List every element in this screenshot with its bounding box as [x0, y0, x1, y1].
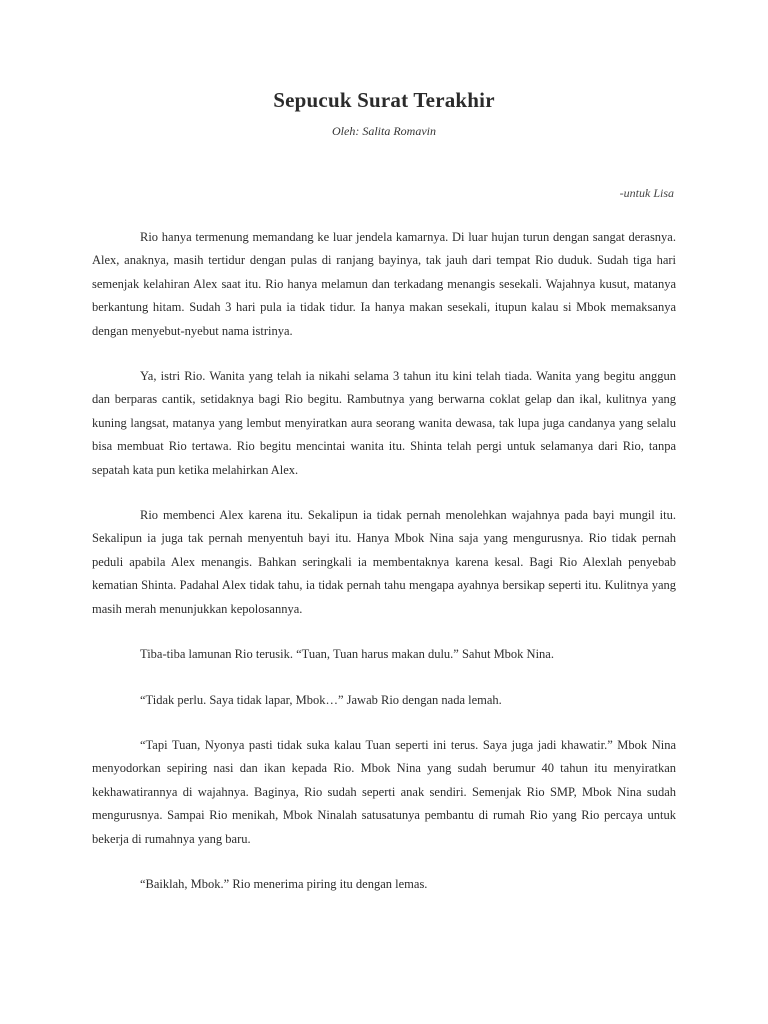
story-body	[92, 226, 676, 896]
author-byline: Oleh: Salita Romavin	[332, 124, 436, 138]
paragraph: Ya, istri Rio. Wanita yang telah ia nikahi selama 3 tahun itu kini telah tiada. Wanita yang begitu anggun dan berparas cantik, setidaknya bagi Rio begitu. Rambutnya yang berwarna coklat gelap dan ikal, kulitnya yang kuning langsat, matanya yang lembut menyiratkan aura seorang wanita dewasa, tak lupa juga candanya yang selalu bisa membuat Rio tertawa. Rio begitu mencintai wanita itu. Shinta telah pergi untuk selamanya dari Rio, tanpa sepatah kata pun ketika melahirkan Alex.	[92, 369, 676, 477]
paragraph: “Tidak perlu. Saya tidak lapar, Mbok…” Jawab Rio dengan nada lemah.	[140, 692, 502, 707]
paragraph: Rio membenci Alex karena itu. Sekalipun ia tidak pernah menolehkan wajahnya pada bayi mungil itu. Sekalipun ia juga tak pernah menyentuh bayi itu. Hanya Mbok Nina saja yang mengurusnya. Rio tidak pernah peduli apabila Alex menangis. Bahkan seringkali ia membentaknya karena kesal. Bagi Rio Alexlah penyebab kematian Shinta. Padahal Alex tidak tahu, ia tidak pernah tahu mengapa ayahnya bersikap seperti itu. Kulitnya yang masih merah menunjukkan kepolosannya.	[92, 508, 676, 616]
paragraph: “Baiklah, Mbok.” Rio menerima piring itu dengan lemas.	[140, 876, 428, 891]
paragraph: “Tapi Tuan, Nyonya pasti tidak suka kalau Tuan seperti ini terus. Saya juga jadi khawatir.” Mbok Nina menyodorkan sepiring nasi dan ikan kepada Rio. Mbok Nina yang sudah berumur 40 tahun itu menyiratkan kekhawatirannya di wajahnya. Baginya, Rio sudah seperti anak sendiri. Semenjak Rio SMP, Mbok Nina sudah mengurusnya. Sampai Rio menikah, Mbok Ninalah satusatunya pembantu di rumah Rio yang Rio percaya untuk bekerja di rumahnya yang baru.	[92, 737, 676, 846]
dedication: -untuk Lisa	[619, 186, 674, 200]
paragraph: Tiba-tiba lamunan Rio terusik. “Tuan, Tuan harus makan dulu.” Sahut Mbok Nina.	[140, 647, 554, 662]
document-title: Sepucuk Surat Terakhir	[273, 88, 495, 112]
paragraph: Rio hanya termenung memandang ke luar jendela kamarnya. Di luar hujan turun dengan sangat derasnya. Alex, anaknya, masih tertidur dengan pulas di ranjang bayinya, tak jauh dari tempat Rio duduk. Sudah tiga hari semenjak kelahiran Alex saat itu. Rio hanya melamun dan terkadang menangis sesekali. Wajahnya kusut, matanya berkantung hitam. Sudah 3 hari pula ia tidak tidur. Ia hanya makan sesekali, itupun kalau si Mbok memaksanya dengan menyebut-nyebut nama istrinya.	[92, 230, 676, 338]
